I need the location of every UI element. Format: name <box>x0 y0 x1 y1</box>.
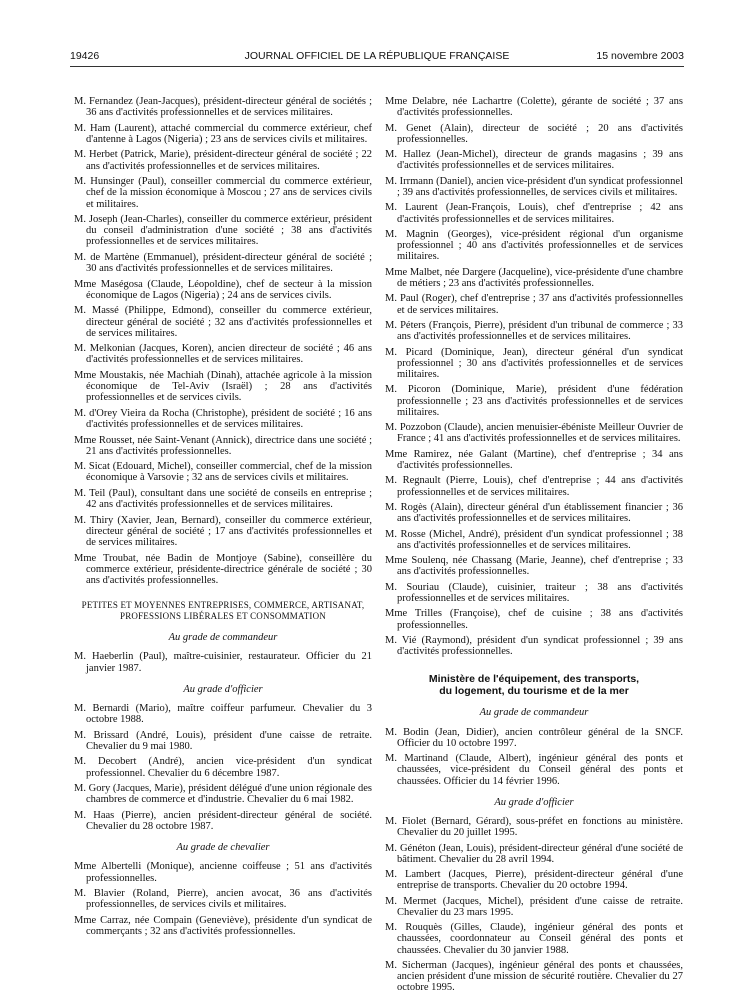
decoration-entry: M. Hallez (Jean-Michel), directeur de grands magasins ; 39 ans d'activités professionnelles et de services militaires. <box>385 149 683 172</box>
decoration-entry: M. Rogès (Alain), directeur général d'un établissement financier ; 36 ans d'activités professionnelles et de services militaires. <box>385 501 683 525</box>
decoration-entry: M. Ham (Laurent), attaché commercial du commerce extérieur, chef d'antenne à Lagos (Nigeria) ; 23 ans de services civils et militaires. <box>74 122 372 145</box>
decoration-entry: M. Généton (Jean, Louis), président-directeur général d'une société de bâtiment. Chevalier du 28 avril 1994. <box>385 842 683 865</box>
decoration-entry: Mme Moustakis, née Machiah (Dinah), attachée agricole à la mission économique de Tel-Aviv (Israël) ; 28 ans d'activités professionnelles et de services civils. <box>74 369 372 404</box>
decoration-entry: M. Haeberlin (Paul), maître-cuisinier, restaurateur. Officier du 21 janvier 1987. <box>74 651 372 674</box>
decoration-entry: M. Regnault (Pierre, Louis), chef d'entreprise ; 44 ans d'activités professionnelles et de services militaires. <box>385 475 683 498</box>
decoration-entry: M. Bodin (Jean, Didier), ancien contrôleur général de la SNCF. Officier du 10 octobre 1997. <box>385 726 683 749</box>
decoration-entry: M. Teil (Paul), consultant dans une société de conseils en entreprise ; 42 ans d'activités professionnelles et de services militaires. <box>74 487 372 511</box>
decoration-entry: M. Martinand (Claude, Albert), ingénieur général des ponts et chaussées, vice-président du Conseil général des ponts et chaussées. Officier du 14 février 1996. <box>385 753 683 787</box>
decoration-entry: M. Fiolet (Bernard, Gérard), sous-préfet en fonctions au ministère. Chevalier du 20 juillet 1995. <box>385 815 683 839</box>
entry-list-commandeur <box>74 651 372 673</box>
page-header <box>70 50 684 66</box>
decoration-entry: M. Herbet (Patrick, Marie), président-directeur général de société ; 22 ans d'activités professionnelles et de services militaires. <box>74 149 372 172</box>
entry-list-chevalier <box>74 861 372 937</box>
grade-heading-commandeur: Au grade de commandeur <box>168 632 278 644</box>
decoration-entry: Mme Albertelli (Monique), ancienne coiffeuse ; 51 ans d'activités professionnelles. <box>74 861 372 884</box>
decoration-entry: Mme Troubat, née Badin de Montjoye (Sabine), conseillère du commerce extérieur, présidente-directrice générale de société ; 30 ans d'activités professionnelles. <box>74 552 372 586</box>
left-column <box>74 96 372 942</box>
decoration-entry: M. Vié (Raymond), président d'un syndicat professionnel ; 39 ans d'activités professionnelles. <box>385 634 683 658</box>
decoration-entry: M. Rosse (Michel, André), président d'un syndicat professionnel ; 38 ans d'activités professionnelles et de services militaires. <box>385 528 683 551</box>
journal-title: JOURNAL OFFICIEL DE LA RÉPUBLIQUE FRANÇAISE <box>244 50 510 62</box>
decoration-entry: M. Thiry (Xavier, Jean, Bernard), conseiller du commerce extérieur, directeur général de société ; 17 ans d'activités professionnelles et de services militaires. <box>74 514 372 549</box>
decoration-entry: M. Laurent (Jean-François, Louis), chef d'entreprise ; 42 ans d'activités professionnelles et de services militaires. <box>385 202 683 225</box>
ministry-heading-line2: du logement, du tourisme et de la mer <box>439 685 629 698</box>
decoration-entry: M. Sicherman (Jacques), ingénieur général des ponts et chaussées, ancien président d'une mission de sécurité routière. Chevalier du 27 octobre 1995. <box>385 960 683 994</box>
sector-heading: PETITES ET MOYENNES ENTREPRISES, COMMERCE, ARTISANAT, PROFESSIONS LIBÉRALES ET CONSOMMATION <box>81 600 365 622</box>
decoration-entry: M. Péters (François, Pierre), président d'un tribunal de commerce ; 33 ans d'activités professionnelles et de services militaires. <box>385 319 683 343</box>
decoration-entry: M. Rouquès (Gilles, Claude), ingénieur général des ponts et chaussées, coordonnateur au Conseil général des ponts et chaussées. Chevalier du 30 janvier 1988. <box>385 922 683 956</box>
decoration-entry: M. Picard (Dominique, Jean), directeur général d'un syndicat professionnel ; 30 ans d'activités professionnelles et de services militaires. <box>385 346 683 380</box>
grade-heading-officier: Au grade d'officier <box>183 683 263 695</box>
decoration-entry: M. Hunsinger (Paul), conseiller commercial du commerce extérieur, chef de la mission économique à Moscou ; 27 ans de services civils et militaires. <box>74 176 372 210</box>
decoration-entry: M. Sicat (Edouard, Michel), conseiller commercial, chef de la mission économique à Varsovie ; 32 ans de services civils et militaires. <box>74 461 372 484</box>
publication-date: 15 novembre 2003 <box>596 50 684 62</box>
decoration-entry: M. de Martène (Emmanuel), président-directeur général de société ; 30 ans d'activités professionnelles et de services militaires. <box>74 251 372 275</box>
decoration-entry: Mme Ramirez, née Galant (Martine), chef d'entreprise ; 34 ans d'activités professionnelles. <box>385 448 683 471</box>
decoration-entry: M. Genet (Alain), directeur de société ; 20 ans d'activités professionnelles. <box>385 122 683 145</box>
decoration-entry: Mme Maségosa (Claude, Léopoldine), chef de secteur à la mission économique de Lagos (Nigeria) ; 24 ans de services civils. <box>74 278 372 301</box>
ministry-heading <box>385 673 683 697</box>
grade-heading-chevalier: Au grade de chevalier <box>176 842 270 854</box>
decoration-entry: Mme Soulenq, née Chassang (Marie, Jeanne), chef d'entreprise ; 33 ans d'activités professionnelles. <box>385 555 683 578</box>
entry-list-officier <box>74 703 372 832</box>
grade-heading-officier: Au grade d'officier <box>494 796 574 808</box>
entry-list-officier <box>385 816 683 994</box>
decoration-entry: M. Fernandez (Jean-Jacques), président-directeur général de sociétés ; 36 ans d'activités professionnelles et de services militaires. <box>74 96 372 119</box>
grade-heading-commandeur: Au grade de commandeur <box>479 707 589 719</box>
decoration-entry: M. d'Orey Vieira da Rocha (Christophe), président de société ; 16 ans d'activités professionnelles et de services militaires. <box>74 407 372 431</box>
decoration-entry: M. Lambert (Jacques, Pierre), président-directeur général d'une entreprise de transports. Chevalier du 20 octobre 1994. <box>385 869 683 892</box>
decoration-entry: Mme Rousset, née Saint-Venant (Annick), directrice dans une société ; 21 ans d'activités professionnelles. <box>74 434 372 457</box>
decoration-entry: M. Gory (Jacques, Marie), président délégué d'une union régionale des chambres de commerce et d'industrie. Chevalier du 6 mai 1982. <box>74 783 372 806</box>
decoration-entry: Mme Carraz, née Compain (Geneviève), présidente d'un syndicat de commerçants ; 32 ans d'activités professionnelles. <box>74 914 372 938</box>
right-column <box>385 96 683 998</box>
decoration-entry: M. Massé (Philippe, Edmond), conseiller du commerce extérieur, directeur général de société ; 32 ans d'activités professionnelles et de services militaires. <box>74 305 372 339</box>
decoration-entry: M. Melkonian (Jacques, Koren), ancien directeur de société ; 46 ans d'activités professionnelles et de services militaires. <box>74 343 372 366</box>
decoration-entry: M. Pozzobon (Claude), ancien menuisier-ébéniste Meilleur Ouvrier de France ; 41 ans d'activités professionnelles et de services militaires. <box>385 422 683 445</box>
decoration-entry: M. Mermet (Jacques, Michel), président d'une caisse de retraite. Chevalier du 23 mars 1995. <box>385 895 683 918</box>
entry-list-commerce-exterieur <box>74 96 372 586</box>
decoration-entry: Mme Malbet, née Dargere (Jacqueline), vice-présidente d'une chambre de métiers ; 23 ans d'activités professionnelles. <box>385 266 683 289</box>
decoration-entry: M. Picoron (Dominique, Marie), président d'une fédération professionnelle ; 23 ans d'activités professionnelles et de services militaires. <box>385 384 683 418</box>
decoration-entry: M. Bernardi (Mario), maître coiffeur parfumeur. Chevalier du 3 octobre 1988. <box>74 702 372 726</box>
entry-list-commandeur <box>385 727 683 787</box>
decoration-entry: M. Souriau (Claude), cuisinier, traiteur ; 38 ans d'activités professionnelles et de services militaires. <box>385 581 683 604</box>
decoration-entry: M. Irrmann (Daniel), ancien vice-président d'un syndicat professionnel ; 39 ans d'activités professionnelles, de services civils et militaires. <box>385 175 683 198</box>
decoration-entry: M. Blavier (Roland, Pierre), ancien avocat, 36 ans d'activités professionnelles, de services civils et militaires. <box>74 888 372 911</box>
entry-list-pme-chevalier <box>385 96 683 657</box>
ministry-heading-line1: Ministère de l'équipement, des transports, <box>428 673 640 686</box>
decoration-entry: Mme Delabre, née Lachartre (Colette), gérante de société ; 37 ans d'activités professionnelles. <box>385 96 683 119</box>
decoration-entry: M. Decobert (André), ancien vice-président d'un syndicat professionnel. Chevalier du 6 décembre 1987. <box>74 756 372 779</box>
decoration-entry: M. Haas (Pierre), ancien président-directeur général de société. Chevalier du 28 octobre 1987. <box>74 809 372 832</box>
page-number: 19426 <box>70 50 100 62</box>
decoration-entry: M. Joseph (Jean-Charles), conseiller du commerce extérieur, président du conseil d'administration d'une société ; 38 ans d'activités professionnelles et de services militaires. <box>74 214 372 248</box>
decoration-entry: M. Brissard (André, Louis), président d'une caisse de retraite. Chevalier du 9 mai 1980. <box>74 729 372 752</box>
header-rule <box>70 66 684 67</box>
decoration-entry: M. Paul (Roger), chef d'entreprise ; 37 ans d'activités professionnelles et de services militaires. <box>385 293 683 316</box>
decoration-entry: Mme Trilles (Françoise), chef de cuisine ; 38 ans d'activités professionnelles. <box>385 608 683 631</box>
decoration-entry: M. Magnin (Georges), vice-président régional d'un organisme professionnel ; 40 ans d'activités professionnelles et de services militaires. <box>385 228 683 263</box>
